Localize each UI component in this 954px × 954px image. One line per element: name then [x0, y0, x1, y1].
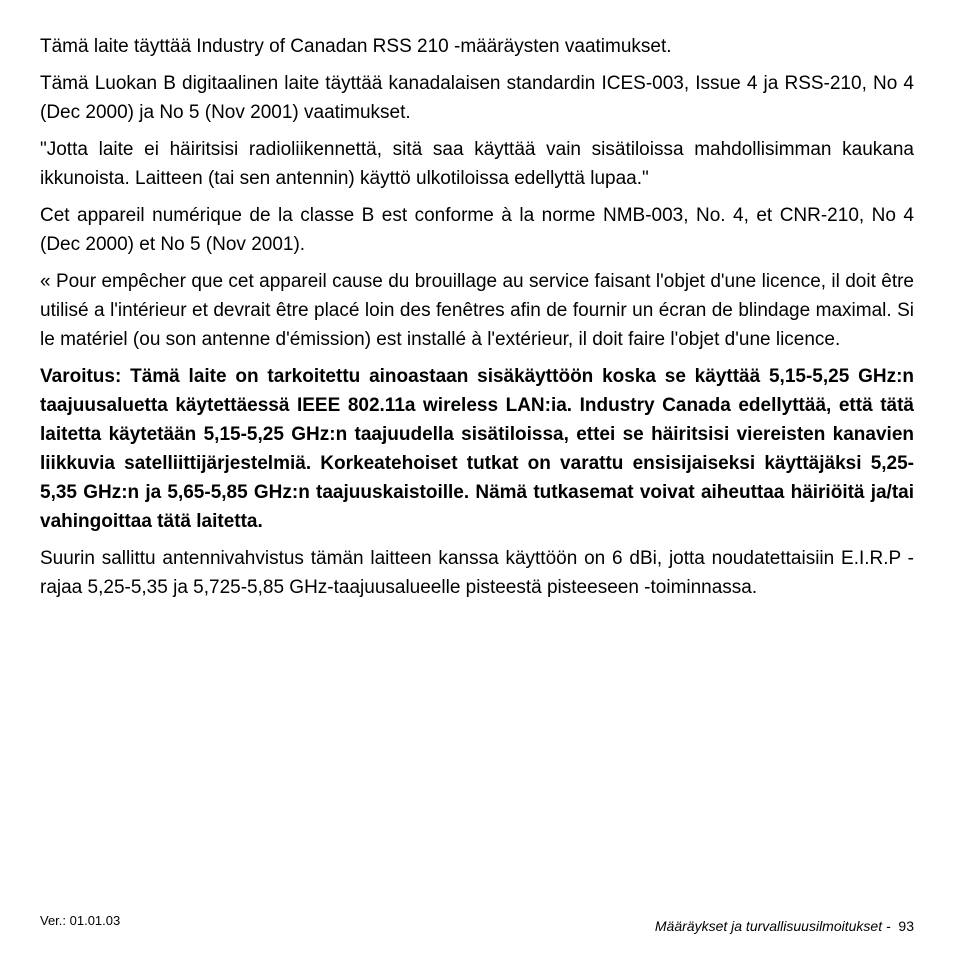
- paragraph-rss210: Tämä laite täyttää Industry of Canadan RSS 210 -määräysten vaatimukset.: [40, 36, 672, 57]
- paragraph-warning: Varoitus: Tämä laite on tarkoitettu ainoastaan sisäkäyttöön koska se käyttää 5,15-5,25 GHz:n taajuusaluetta käytettäessä IEEE 802.11a wireless LAN:ia. Industry Canada edellyttää, että tätä laitetta käytetään 5,15-5,25 GHz:n taajuudella sisätiloissa, ettei se häiritsisi viereisten kanavien liikkuvia satelliittijärjestelmiä. Korkeatehoiset tutkat on varattu ensisijaiseksi käyttäjäksi 5,25-5,35 GHz:n ja 5,65-5,85 GHz:n taajuuskaistoille. Nämä tutkasemat voivat aiheuttaa häiriöitä ja/tai vahingoittaa tätä laitetta.: [40, 366, 914, 532]
- footer-running-title: [655, 917, 914, 935]
- paragraph-nmb003-fr: Cet appareil numérique de la classe B est conforme à la norme NMB-003, No. 4, et CNR-210, No 4 (Dec 2000) et No 5 (Nov 2001).: [40, 205, 914, 255]
- document-body: [40, 32, 914, 610]
- footer-version: Ver.: 01.01.03: [40, 913, 121, 928]
- paragraph-ices003: Tämä Luokan B digitaalinen laite täyttää kanadalaisen standardin ICES-003, Issue 4 ja RSS-210, No 4 (Dec 2000) ja No 5 (Nov 2001) vaatimukset.: [40, 73, 914, 123]
- paragraph-licence-fr: « Pour empêcher que cet appareil cause du brouillage au service faisant l'objet d'une licence, il doit être utilisé a l'intérieur et devrait être placé loin des fenêtres afin de fournir un écran de blindage maximal. Si le matériel (ou son antenne d'émission) est installé à l'extérieur, il doit faire l'objet d'une licence.: [40, 271, 914, 350]
- paragraph-antenna-gain: Suurin sallittu antennivahvistus tämän laitteen kanssa käyttöön on 6 dBi, jotta noudatettaisiin E.I.R.P -rajaa 5,25-5,35 ja 5,725-5,85 GHz-taajuusalueelle pisteestä pisteeseen -toiminnassa.: [40, 548, 914, 598]
- page-number: 93: [898, 918, 914, 934]
- footer-section-title: Määräykset ja turvallisuusilmoitukset -: [654, 918, 891, 934]
- paragraph-radio-interference-fi: "Jotta laite ei häiritsisi radioliikennettä, sitä saa käyttää vain sisätiloissa mahdollisimman kaukana ikkunoista. Laitteen (tai sen antennin) käyttö ulkotiloissa edellyttä lupaa.": [40, 139, 914, 189]
